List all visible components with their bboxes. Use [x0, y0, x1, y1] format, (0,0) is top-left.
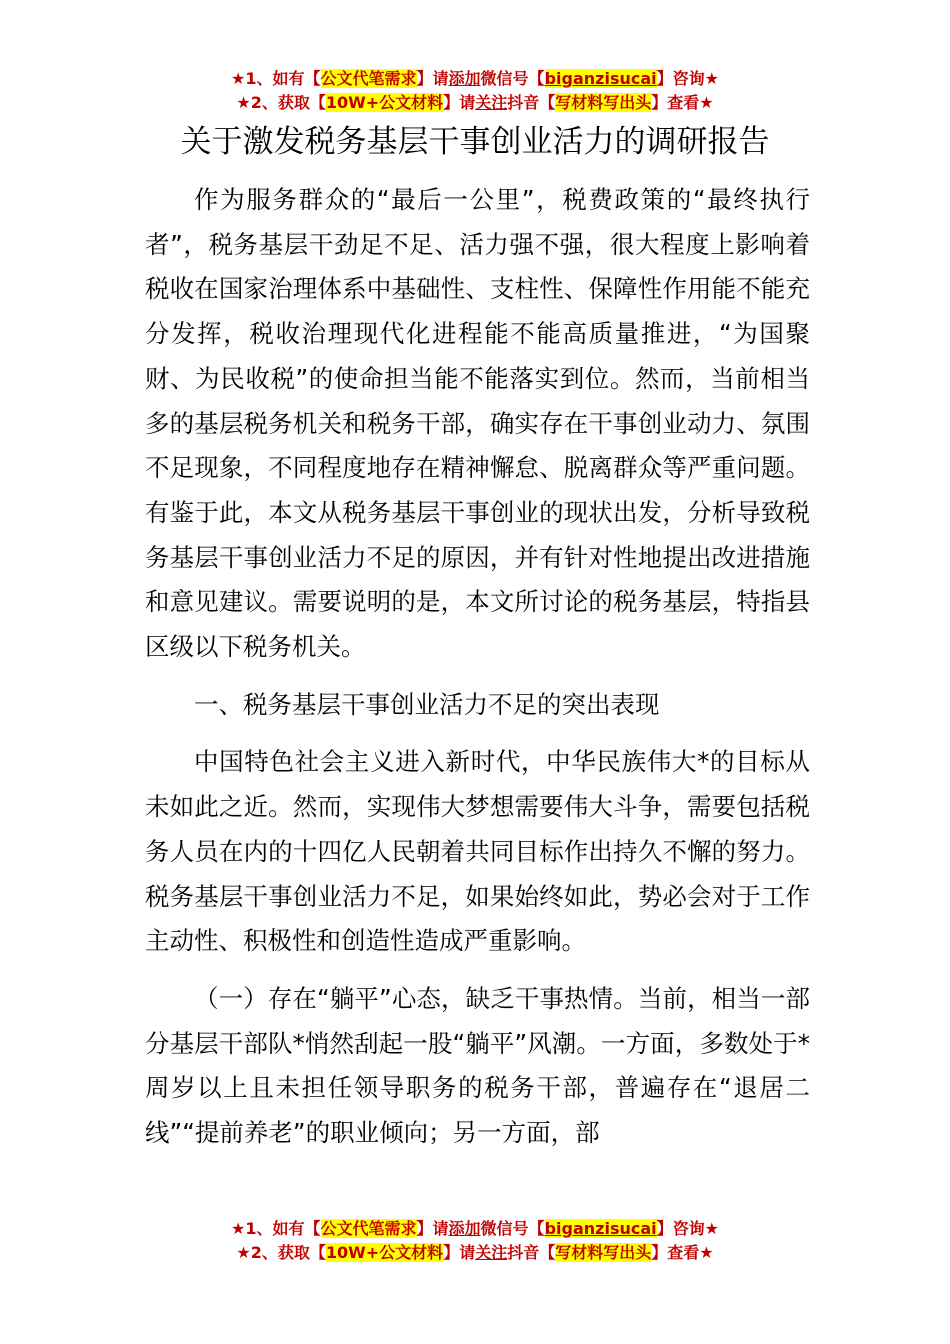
- promo-text: 抖音【: [507, 93, 556, 112]
- promo-underlined: 关注: [475, 1243, 508, 1262]
- document-body: [145, 178, 810, 1156]
- promo-highlight: 公文代笔需求: [320, 69, 417, 88]
- promo-text: 抖音【: [507, 1243, 556, 1262]
- promo-highlight: 10W+公文材料: [325, 1243, 444, 1262]
- promo-underlined: 添加: [448, 1219, 481, 1238]
- promo-text: ★1、如有【: [231, 1219, 321, 1238]
- paragraph: （一）存在“躺平”心态，缺乏干事热情。当前，相当一部分基层干部队*悄然刮起一股“躺平”风潮。一方面，多数处于*周岁以上且未担任领导职务的税务干部，普遍存在“退居二线”“提前养老”的职业倾向；另一方面，部: [145, 983, 810, 1148]
- promo-text: 微信号【: [480, 1219, 545, 1238]
- promo-text: 】请: [416, 1219, 449, 1238]
- promo-banner-top: [0, 67, 950, 115]
- promo-banner-bottom: [0, 1217, 950, 1265]
- wechat-id: biganzisucai: [544, 69, 657, 88]
- paragraph-intro: 作为服务群众的“最后一公里”，税费政策的“最终执行者”，税务基层干劲足不足、活力强不强，很大程度上影响着税收在国家治理体系中基础性、支柱性、保障性作用能不能充分发挥，税收治理现代化进程能不能高质量推进，“为国聚财、为民收税”的使命担当能不能落实到位。然而，当前相当多的基层税务机关和税务干部，确实存在干事创业动力、氛围不足现象，不同程度地存在精神懈怠、脱离群众等严重问题。有鉴于此，本文从税务基层干事创业的现状出发，分析导致税务基层干事创业活力不足的原因，并有针对性地提出改进措施和意见建议。需要说明的是，本文所讨论的税务基层，特指县区级以下税务机关。: [145, 185, 810, 662]
- promo-highlight: 公文代笔需求: [320, 1219, 417, 1238]
- promo-text: 】请: [443, 93, 476, 112]
- promo-text: 】请: [443, 1243, 476, 1262]
- paragraph: 中国特色社会主义进入新时代，中华民族伟大*的目标从未如此之近。然而，实现伟大梦想需要伟大斗争，需要包括税务人员在内的十四亿人民朝着共同目标作出持久不懈的努力。税务基层干事创业活力不足，如果始终如此，势必会对于工作主动性、积极性和创造性造成严重影响。: [145, 747, 810, 956]
- promo-underlined: 添加: [448, 69, 481, 88]
- promo-line-1: [0, 1217, 950, 1241]
- promo-text: 】请: [416, 69, 449, 88]
- promo-line-1: [0, 67, 950, 91]
- promo-line-2: [0, 91, 950, 115]
- promo-text: ★1、如有【: [231, 69, 321, 88]
- promo-highlight: 10W+公文材料: [325, 93, 444, 112]
- douyin-account: 写材料写出头: [555, 93, 652, 112]
- promo-text: ★2、获取【: [236, 93, 326, 112]
- promo-underlined: 关注: [475, 93, 508, 112]
- document-title: 关于激发税务基层干事创业活力的调研报告: [180, 124, 770, 160]
- wechat-id: biganzisucai: [544, 1219, 657, 1238]
- promo-text: 】查看★: [651, 1243, 714, 1262]
- promo-text: 】查看★: [651, 93, 714, 112]
- douyin-account: 写材料写出头: [555, 1243, 652, 1262]
- promo-text: ★2、获取【: [236, 1243, 326, 1262]
- promo-text: 】咨询★: [656, 69, 719, 88]
- promo-text: 微信号【: [480, 69, 545, 88]
- section-heading: 一、税务基层干事创业活力不足的突出表现: [194, 689, 660, 719]
- promo-line-2: [0, 1241, 950, 1265]
- promo-text: 】咨询★: [656, 1219, 719, 1238]
